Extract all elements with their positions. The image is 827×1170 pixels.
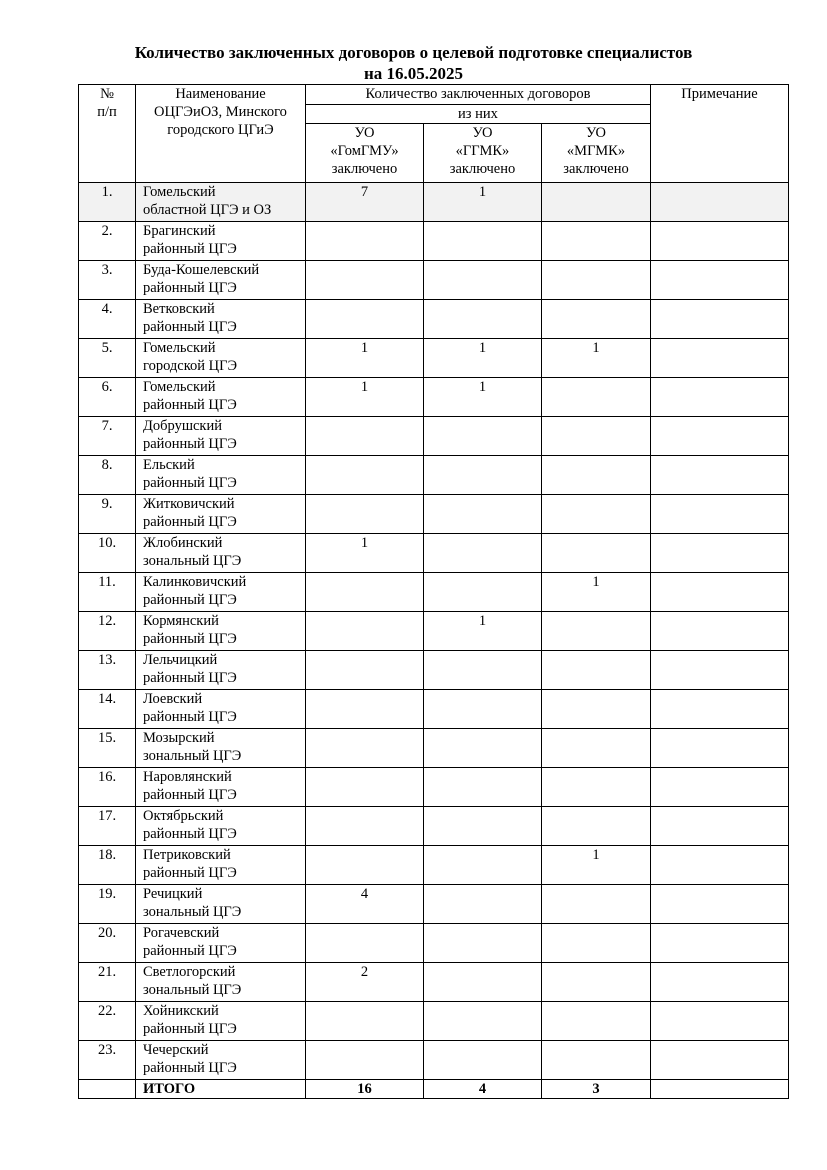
row-note: [651, 651, 789, 690]
row-organization-name: Петриковский районный ЦГЭ: [136, 846, 306, 885]
row-note: [651, 924, 789, 963]
table-row: [79, 534, 789, 573]
table-row: [79, 963, 789, 1002]
table-row: [79, 417, 789, 456]
row-note: [651, 495, 789, 534]
row-gomgmu-value: [306, 768, 424, 807]
row-note: [651, 846, 789, 885]
row-mgmk-value: [542, 768, 651, 807]
row-gomgmu-value: [306, 651, 424, 690]
row-organization-name: Наровлянский районный ЦГЭ: [136, 768, 306, 807]
row-note: [651, 339, 789, 378]
row-gomgmu-value: 4: [306, 885, 424, 924]
row-organization-name: Мозырский зональный ЦГЭ: [136, 729, 306, 768]
row-note: [651, 768, 789, 807]
contracts-table: [78, 84, 789, 1099]
row-note: [651, 612, 789, 651]
row-number: 18.: [79, 846, 136, 885]
row-gomgmu-value: [306, 300, 424, 339]
row-mgmk-value: [542, 534, 651, 573]
row-ggmk-value: [424, 300, 542, 339]
row-note: [651, 534, 789, 573]
row-mgmk-value: [542, 1041, 651, 1080]
row-mgmk-value: [542, 222, 651, 261]
row-ggmk-value: [424, 885, 542, 924]
row-ggmk-value: [424, 1002, 542, 1041]
row-gomgmu-value: [306, 807, 424, 846]
row-number: 10.: [79, 534, 136, 573]
row-gomgmu-value: [306, 1041, 424, 1080]
row-organization-name: Речицкий зональный ЦГЭ: [136, 885, 306, 924]
row-mgmk-value: 1: [542, 339, 651, 378]
header-col-ggmk: УО «ГГМК» заключено: [424, 124, 542, 183]
row-organization-name: Гомельский районный ЦГЭ: [136, 378, 306, 417]
row-organization-name: Чечерский районный ЦГЭ: [136, 1041, 306, 1080]
row-organization-name: Лельчицкий районный ЦГЭ: [136, 651, 306, 690]
row-number: 3.: [79, 261, 136, 300]
row-note: [651, 807, 789, 846]
row-organization-name: Рогачевский районный ЦГЭ: [136, 924, 306, 963]
total-number: [79, 1080, 136, 1099]
row-gomgmu-value: 7: [306, 183, 424, 222]
row-ggmk-value: [424, 495, 542, 534]
row-number: 14.: [79, 690, 136, 729]
row-gomgmu-value: [306, 417, 424, 456]
row-organization-name: Жлобинский зональный ЦГЭ: [136, 534, 306, 573]
table-row: [79, 729, 789, 768]
row-number: 4.: [79, 300, 136, 339]
row-ggmk-value: [424, 651, 542, 690]
row-organization-name: Добрушский районный ЦГЭ: [136, 417, 306, 456]
row-organization-name: Хойникский районный ЦГЭ: [136, 1002, 306, 1041]
row-note: [651, 261, 789, 300]
row-mgmk-value: [542, 261, 651, 300]
row-number: 15.: [79, 729, 136, 768]
row-note: [651, 1002, 789, 1041]
header-name: Наименование ОЦГЭиОЗ, Минского городского ЦГиЭ: [136, 85, 306, 183]
row-note: [651, 573, 789, 612]
row-ggmk-value: [424, 807, 542, 846]
row-gomgmu-value: [306, 495, 424, 534]
row-gomgmu-value: [306, 729, 424, 768]
table-row: [79, 1002, 789, 1041]
row-gomgmu-value: [306, 690, 424, 729]
header-note: Примечание: [651, 85, 789, 183]
row-mgmk-value: [542, 807, 651, 846]
row-note: [651, 183, 789, 222]
row-ggmk-value: 1: [424, 612, 542, 651]
total-note: [651, 1080, 789, 1099]
row-number: 8.: [79, 456, 136, 495]
table-row: [79, 339, 789, 378]
table-row: [79, 651, 789, 690]
row-mgmk-value: [542, 885, 651, 924]
row-number: 1.: [79, 183, 136, 222]
row-ggmk-value: [424, 729, 542, 768]
row-ggmk-value: [424, 573, 542, 612]
row-note: [651, 378, 789, 417]
row-ggmk-value: [424, 924, 542, 963]
row-number: 19.: [79, 885, 136, 924]
row-ggmk-value: [424, 456, 542, 495]
row-number: 13.: [79, 651, 136, 690]
row-organization-name: Октябрьский районный ЦГЭ: [136, 807, 306, 846]
row-organization-name: Житковичский районный ЦГЭ: [136, 495, 306, 534]
total-ggmk: 4: [424, 1080, 542, 1099]
row-note: [651, 222, 789, 261]
row-number: 2.: [79, 222, 136, 261]
row-gomgmu-value: [306, 261, 424, 300]
row-mgmk-value: 1: [542, 573, 651, 612]
table-row: [79, 378, 789, 417]
table-row: [79, 183, 789, 222]
table-row: [79, 885, 789, 924]
row-gomgmu-value: [306, 573, 424, 612]
row-mgmk-value: [542, 300, 651, 339]
document-date: на 16.05.2025: [363, 64, 464, 83]
row-number: 23.: [79, 1041, 136, 1080]
row-mgmk-value: [542, 417, 651, 456]
row-mgmk-value: [542, 612, 651, 651]
row-note: [651, 1041, 789, 1080]
row-mgmk-value: [542, 651, 651, 690]
row-number: 21.: [79, 963, 136, 1002]
header-number: № п/п: [79, 85, 136, 183]
row-gomgmu-value: [306, 924, 424, 963]
row-organization-name: Брагинский районный ЦГЭ: [136, 222, 306, 261]
table-row: [79, 690, 789, 729]
table-row: [79, 768, 789, 807]
row-note: [651, 885, 789, 924]
document-title: Количество заключенных договоров о целевой подготовке специалистов: [134, 43, 693, 62]
row-ggmk-value: 1: [424, 378, 542, 417]
row-mgmk-value: [542, 690, 651, 729]
table-row: [79, 807, 789, 846]
row-ggmk-value: 1: [424, 339, 542, 378]
row-ggmk-value: [424, 690, 542, 729]
row-note: [651, 729, 789, 768]
header-contracts: Количество заключенных договоров: [306, 85, 651, 105]
table-row: [79, 1041, 789, 1080]
row-number: 7.: [79, 417, 136, 456]
row-gomgmu-value: 1: [306, 339, 424, 378]
row-ggmk-value: [424, 846, 542, 885]
row-number: 12.: [79, 612, 136, 651]
total-gomgmu: 16: [306, 1080, 424, 1099]
row-ggmk-value: [424, 1041, 542, 1080]
row-gomgmu-value: 1: [306, 534, 424, 573]
row-organization-name: Ветковский районный ЦГЭ: [136, 300, 306, 339]
table-row: [79, 924, 789, 963]
row-mgmk-value: 1: [542, 846, 651, 885]
row-organization-name: Калинковичский районный ЦГЭ: [136, 573, 306, 612]
row-gomgmu-value: [306, 456, 424, 495]
row-note: [651, 690, 789, 729]
row-ggmk-value: [424, 261, 542, 300]
table-row: [79, 261, 789, 300]
row-organization-name: Буда-Кошелевский районный ЦГЭ: [136, 261, 306, 300]
row-number: 16.: [79, 768, 136, 807]
total-mgmk: 3: [542, 1080, 651, 1099]
table-row: [79, 846, 789, 885]
row-organization-name: Ельский районный ЦГЭ: [136, 456, 306, 495]
row-organization-name: Светлогорский зональный ЦГЭ: [136, 963, 306, 1002]
total-row: [79, 1080, 789, 1099]
row-organization-name: Гомельский областной ЦГЭ и ОЗ: [136, 183, 306, 222]
row-gomgmu-value: [306, 612, 424, 651]
row-number: 20.: [79, 924, 136, 963]
row-note: [651, 300, 789, 339]
row-mgmk-value: [542, 924, 651, 963]
table-row: [79, 612, 789, 651]
row-mgmk-value: [542, 378, 651, 417]
table-row: [79, 456, 789, 495]
header-col-gomgmu: УО «ГомГМУ» заключено: [306, 124, 424, 183]
table-row: [79, 495, 789, 534]
row-organization-name: Гомельский городской ЦГЭ: [136, 339, 306, 378]
row-number: 11.: [79, 573, 136, 612]
table-row: [79, 300, 789, 339]
total-label: ИТОГО: [136, 1080, 306, 1099]
row-gomgmu-value: 1: [306, 378, 424, 417]
row-number: 22.: [79, 1002, 136, 1041]
row-mgmk-value: [542, 183, 651, 222]
row-number: 9.: [79, 495, 136, 534]
row-gomgmu-value: [306, 222, 424, 261]
header-col-mgmk: УО «МГМК» заключено: [542, 124, 651, 183]
row-number: 6.: [79, 378, 136, 417]
row-note: [651, 963, 789, 1002]
row-ggmk-value: [424, 222, 542, 261]
row-ggmk-value: [424, 768, 542, 807]
row-mgmk-value: [542, 495, 651, 534]
row-mgmk-value: [542, 456, 651, 495]
row-mgmk-value: [542, 963, 651, 1002]
row-organization-name: Лоевский районный ЦГЭ: [136, 690, 306, 729]
row-ggmk-value: [424, 963, 542, 1002]
row-gomgmu-value: [306, 846, 424, 885]
header-of-them: из них: [306, 105, 651, 124]
row-number: 5.: [79, 339, 136, 378]
row-gomgmu-value: [306, 1002, 424, 1041]
table-row: [79, 222, 789, 261]
row-gomgmu-value: 2: [306, 963, 424, 1002]
row-organization-name: Кормянский районный ЦГЭ: [136, 612, 306, 651]
row-note: [651, 456, 789, 495]
row-mgmk-value: [542, 1002, 651, 1041]
table-row: [79, 573, 789, 612]
row-number: 17.: [79, 807, 136, 846]
row-mgmk-value: [542, 729, 651, 768]
row-ggmk-value: [424, 534, 542, 573]
row-ggmk-value: 1: [424, 183, 542, 222]
row-ggmk-value: [424, 417, 542, 456]
row-note: [651, 417, 789, 456]
